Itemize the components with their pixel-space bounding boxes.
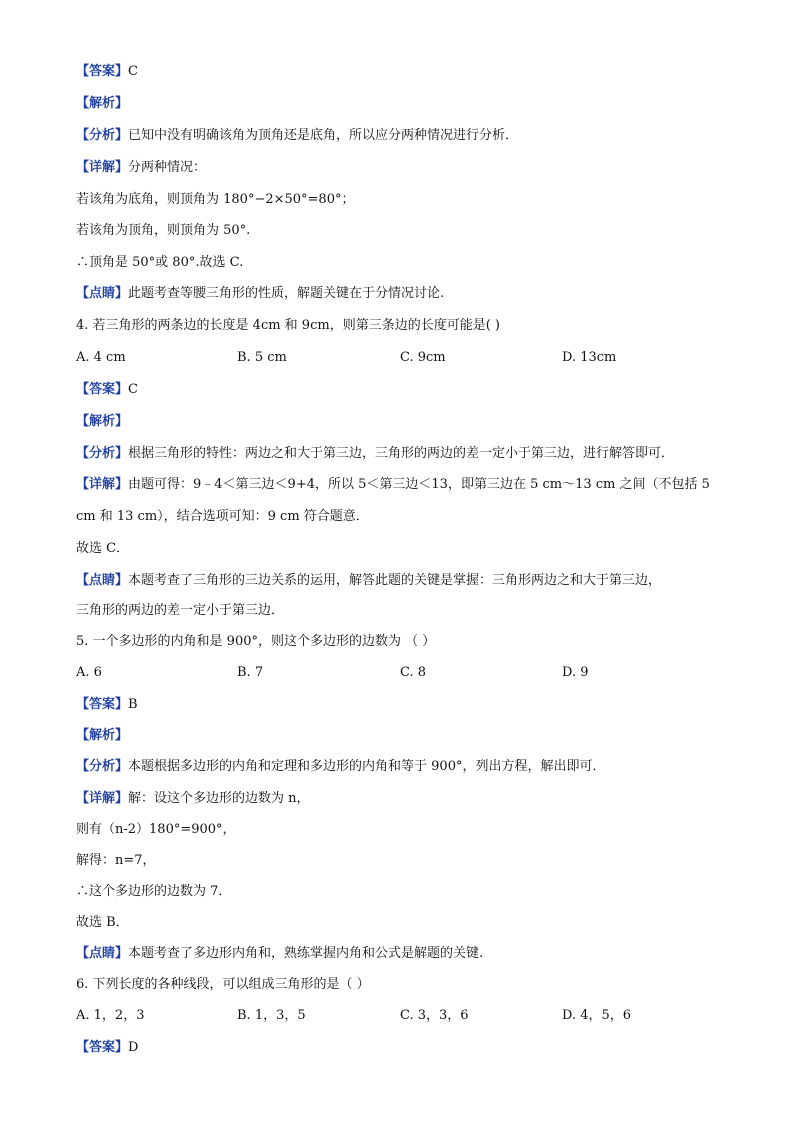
text-line <box>76 128 734 144</box>
line-text: C <box>128 64 138 79</box>
line-text: 4. 若三角形的两条边的长度是 4cm 和 9cm，则第三条边的长度可能是( ) <box>76 318 500 333</box>
section-tag: 【分析】 <box>76 128 129 143</box>
line-text: B <box>128 697 138 712</box>
section-tag: 【答案】 <box>76 1040 129 1055</box>
line-text: C <box>128 382 138 397</box>
line-text: ∴顶角是 50°或 80°.故选 C. <box>76 255 244 270</box>
answer-option: A. 4 cm <box>76 350 126 365</box>
text-line <box>76 946 734 962</box>
line-text: ∴这个多边形的边数为 7． <box>76 884 232 899</box>
line-text: cm 和 13 cm），结合选项可知：9 cm 符合题意． <box>76 509 369 524</box>
answer-option: B. 7 <box>237 665 264 680</box>
text-line <box>76 160 734 176</box>
option-row <box>76 1008 736 1024</box>
line-text: 根据三角形的特性：两边之和大于第三边，三角形的两边的差一定小于第三边，进行解答即可． <box>128 446 675 461</box>
line-text: 本题根据多边形的内角和定理和多边形的内角和等于 900°，列出方程，解出即可． <box>128 759 606 774</box>
text-line <box>76 759 734 775</box>
line-text: 故选 C． <box>76 541 130 556</box>
answer-option: C. 3，3，6 <box>400 1008 469 1023</box>
text-line <box>76 977 734 993</box>
option-row <box>76 350 736 366</box>
text-line <box>76 1040 734 1056</box>
text-line <box>76 884 734 900</box>
answer-option: A. 6 <box>76 665 102 680</box>
line-text: 若该角为顶角，则顶角为 50°. <box>76 223 251 238</box>
text-line <box>76 318 734 334</box>
text-line <box>76 915 734 931</box>
section-tag: 【答案】 <box>76 697 129 712</box>
line-text: 本题考查了多边形内角和，熟练掌握内角和公式是解题的关键. <box>128 946 484 961</box>
section-tag: 【解析】 <box>76 728 129 743</box>
text-line <box>76 791 734 807</box>
text-line <box>76 573 734 589</box>
section-tag: 【分析】 <box>76 446 129 461</box>
text-line <box>76 853 734 869</box>
line-text: 三角形的两边的差一定小于第三边． <box>76 603 285 618</box>
text-line <box>76 64 734 80</box>
option-row <box>76 665 736 681</box>
section-tag: 【答案】 <box>76 382 129 397</box>
section-tag: 【答案】 <box>76 64 129 79</box>
answer-option: B. 1，3，5 <box>237 1008 306 1023</box>
line-text: 解：设这个多边形的边数为 n， <box>128 791 310 806</box>
answer-option: C. 8 <box>400 665 427 680</box>
text-line <box>76 477 734 493</box>
text-line <box>76 446 734 462</box>
line-text: 已知中没有明确该角为顶角还是底角，所以应分两种情况进行分析． <box>128 128 519 143</box>
text-line <box>76 192 734 208</box>
answer-option: C. 9cm <box>400 350 446 365</box>
section-tag: 【解析】 <box>76 414 129 429</box>
line-text: 若该角为底角，则顶角为 180°−2×50°=80°； <box>76 192 355 207</box>
line-text: 本题考查了三角形的三边关系的运用，解答此题的关键是掌握：三角形两边之和大于第三边， <box>128 573 662 588</box>
text-line <box>76 697 734 713</box>
section-tag: 【解析】 <box>76 96 129 111</box>
text-line <box>76 255 734 271</box>
text-line <box>76 728 734 744</box>
answer-option: D. 4，5，6 <box>562 1008 632 1023</box>
section-tag: 【详解】 <box>76 791 129 806</box>
text-line <box>76 223 734 239</box>
line-text: 分两种情况： <box>128 160 207 175</box>
answer-option: A. 1，2，3 <box>76 1008 145 1023</box>
answer-option: D. 9 <box>562 665 589 680</box>
text-line <box>76 382 734 398</box>
section-tag: 【点睛】 <box>76 286 129 301</box>
text-line <box>76 414 734 430</box>
section-tag: 【详解】 <box>76 477 129 492</box>
answer-option: B. 5 cm <box>237 350 287 365</box>
line-text: 5. 一个多边形的内角和是 900°，则这个多边形的边数为 （ ） <box>76 634 436 649</box>
text-line <box>76 634 734 650</box>
line-text: 此题考查等腰三角形的性质，解题关键在于分情况讨论. <box>128 286 445 301</box>
section-tag: 【详解】 <box>76 160 129 175</box>
line-text: 由题可得：9﹣4＜第三边＜9+4，所以 5＜第三边＜13，即第三边在 5 cm～13 cm 之间（不包括 5 <box>128 477 710 492</box>
answer-option: D. 13cm <box>562 350 617 365</box>
text-line <box>76 286 734 302</box>
line-text: 6. 下列长度的各种线段，可以组成三角形的是（ ） <box>76 977 370 992</box>
text-line <box>76 541 734 557</box>
section-tag: 【点睛】 <box>76 946 129 961</box>
section-tag: 【点睛】 <box>76 573 129 588</box>
text-line <box>76 96 734 112</box>
line-text: 解得：n=7， <box>76 853 156 868</box>
line-text: 则有（n-2）180°=900°， <box>76 822 236 837</box>
text-line <box>76 603 734 619</box>
line-text: D <box>128 1040 139 1055</box>
text-line <box>76 509 734 525</box>
text-line <box>76 822 734 838</box>
section-tag: 【分析】 <box>76 759 129 774</box>
line-text: 故选 B． <box>76 915 129 930</box>
